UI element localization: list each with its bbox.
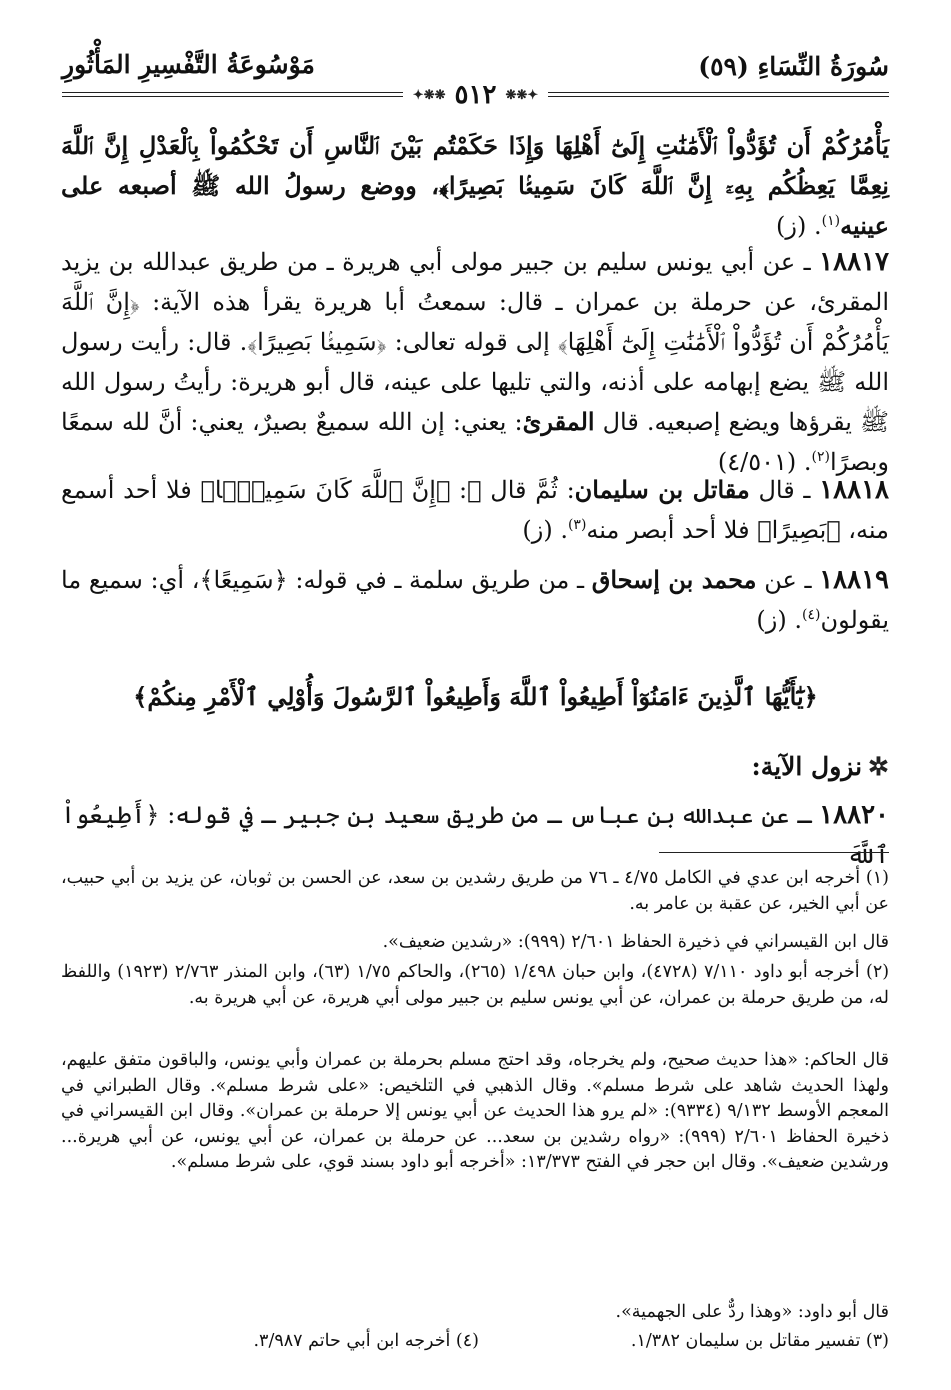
narration-number: ١٨٨١٧ xyxy=(819,247,889,277)
narration-18819 xyxy=(61,560,889,640)
narration-18818 xyxy=(61,470,889,550)
footnote-ref-3[interactable]: (٣) xyxy=(567,517,587,533)
source-tag: . (ز) xyxy=(522,516,568,544)
source-tag: . (ز) xyxy=(776,212,822,240)
footnote-ref-1[interactable]: (١) xyxy=(821,213,841,229)
narration-number: ١٨٨١٩ xyxy=(819,565,890,595)
page-number xyxy=(403,80,548,111)
source-tag: . (٤/٥٠١) xyxy=(717,448,812,476)
quran-text: يَأْمُرُكُمْ أَن تُؤَدُّواْ ٱلْأَمَٰنَٰتِ إِلَىٰٓ أَهْلِهَا وَإِذَا حَكَمْتُم بَيْنَ ٱلنَّاسِ أَن تَحْكُمُواْ بِٱلْعَدْلِ إِنَّ ٱللَّهَ نِعِمَّا يَعِظُكُم بِهِۦٓ إِنَّ ٱللَّهَ كَانَ سَمِيعًۢا بَصِيرًا﴾، ووضع رسولُ الله ﷺ أصبعه على عينيه xyxy=(61,131,889,240)
narrator-name: محمد بن إسحاق xyxy=(591,565,757,594)
page-number-block xyxy=(0,80,951,111)
footnote-2-comment-2: قال أبو داود: «وهذا ردٌّ على الجهمية». xyxy=(615,1302,889,1322)
flower-ornament-icon: ✲ xyxy=(868,752,889,781)
narration-number: ١٨٨٢٠ xyxy=(819,800,889,830)
narration-18820 xyxy=(61,795,889,875)
ornament-right-icon: ✦❋❋ xyxy=(505,88,539,103)
narrator-name: مقاتل بن سليمان xyxy=(574,475,750,504)
narration-text: ـ عن عبدالله بن عباس ـ من طريق سعيد بن جبير ـ في قوله: ﴿أَطِيعُواْ ٱللَّهَ xyxy=(61,801,889,869)
footnote-ref-4[interactable]: (٤) xyxy=(801,607,821,623)
footnote-4: (٤) أخرجه ابن أبي حاتم ٣/٩٨٧. xyxy=(253,1331,479,1351)
ornament-left-icon: ❋❋✦ xyxy=(412,88,446,103)
book-title-header: مَوْسُوعَةُ التَّفْسِيرِ المَأْثُورِ xyxy=(62,50,315,79)
narration-text: : ثُمَّ قال ﷻ: ﴿إِنَّ ٱللَّهَ كَانَ سَمِيعًۢا﴾ فلا أحد أسمع منه، ﴿بَصِيرًا﴾ فلا أحد أبصر منه xyxy=(61,476,889,544)
section-heading xyxy=(752,752,889,781)
narration-number: ١٨٨١٨ xyxy=(819,475,890,505)
footnote-separator xyxy=(659,852,889,853)
footnote-1: (١) أخرجه ابن عدي في الكامل ٤/٧٥ ـ ٧٦ من طريق رشدين بن سعد، عن الحسن بن ثوبان، عن يزيد بن أبي حبيب، عن أبي الخير، عن عقبة بن عامر به. xyxy=(61,868,889,914)
footnote-2-comment: قال الحاكم: «هذا حديث صحيح، ولم يخرجاه، وقد احتج مسلم بحرملة بن عمران وأبي يونس، والباقون متفق عليهم، ولهذا الحديث شاهد على شرط مسلم». وقال الذهبي في التلخيص: «على شرط مسلم». وقال الطبراني في المعجم الأوسط ٩/١٣٢ (٩٣٣٤): «لم يرو هذا الحديث عن أبي يونس إلا حرملة بن عمران». وقال ابن القيسراني في ذخيرة الحفاظ ٢/٦٠١ (٩٩٩): «رواه رشدين بن سعد... عن حرملة بن عمران، عن أبي يونس، عن أبي هريرة... ورشدين ضعيف». وقال ابن حجر في الفتح ١٣/٣٧٣: «أخرجه أبو داود بسند قوي، على شرط مسلم». xyxy=(61,1050,890,1172)
source-tag: . (ز) xyxy=(756,606,802,634)
surah-header: سُورَةُ النِّسَاءِ (٥٩) xyxy=(698,52,889,81)
narration-text: ـ عن أبي يونس سليم بن جبير مولى أبي هريرة ـ من طريق عبدالله بن يزيد المقرئ، عن حرملة بن عمران ـ قال: سمعتُ أبا هريرة يقرأ هذه الآية: ﴿إِنَّ ٱللَّهَ يَأْمُرُكُمْ أَن تُؤَدُّواْ ٱلْأَمَٰنَٰتِ إِلَىٰٓ أَهْلِهَا﴾ إلى قوله تعالى: ﴿سَمِيعًۢا بَصِيرًا﴾. قال: رأيت رسول الله ﷺ يضع إبهامه على أذنه، والتي تليها على عينه، قال أبو هريرة: رأيتُ رسول الله ﷺ يقرؤها ويضع إصبعيه. قال xyxy=(61,248,889,436)
footnote-1-comment: قال ابن القيسراني في ذخيرة الحفاظ ٢/٦٠١ (٩٩٩): «رشدين ضعيف». xyxy=(382,932,889,952)
narration-intro: ـ عن xyxy=(756,566,820,594)
section-title: نزول الآية: xyxy=(751,752,863,781)
page-number-value: ٥١٢ xyxy=(454,80,497,110)
narrator-name: المقرئ xyxy=(522,407,595,436)
narration-text: ـ من طريق سلمة ـ في قوله: ﴿سَمِيعًا﴾، أي: سميع ما يقولون xyxy=(61,566,889,634)
footnote-ref-2[interactable]: (٢) xyxy=(811,449,830,465)
footnote-2: (٢) أخرجه أبو داود ٧/١١٠ (٤٧٢٨)، وابن حبان ١/٤٩٨ (٢٦٥)، والحاكم ١/٧٥ (٦٣)، وابن المنذر ٢/٧٦٣ (١٩٢٣) واللفظ له، من طريق حرملة بن عمران، عن أبي يونس سليم بن جبير مولى أبي هريرة، عن أبي هريرة به. xyxy=(61,962,890,1008)
narration-text-2: : يعني: إن الله سميعٌ بصيرٌ، يعني: أنَّ لله سمعًا وبصرًا xyxy=(61,408,889,476)
narration-18817 xyxy=(61,242,889,482)
narration-intro: ـ قال xyxy=(749,476,820,504)
footnotes-row xyxy=(61,1331,889,1359)
paragraph-continuation xyxy=(61,126,889,246)
footnote-3: (٣) تفسير مقاتل بن سليمان ١/٣٨٢. xyxy=(630,1331,889,1351)
verse-heading: ﴿يَٰٓأَيُّهَا ٱلَّذِينَ ءَامَنُوٓاْ أَطِيعُواْ ٱللَّهَ وَأَطِيعُواْ ٱلرَّسُولَ وَأُوْلِي ٱلْأَمْرِ مِنكُمْ﴾ xyxy=(133,682,818,711)
